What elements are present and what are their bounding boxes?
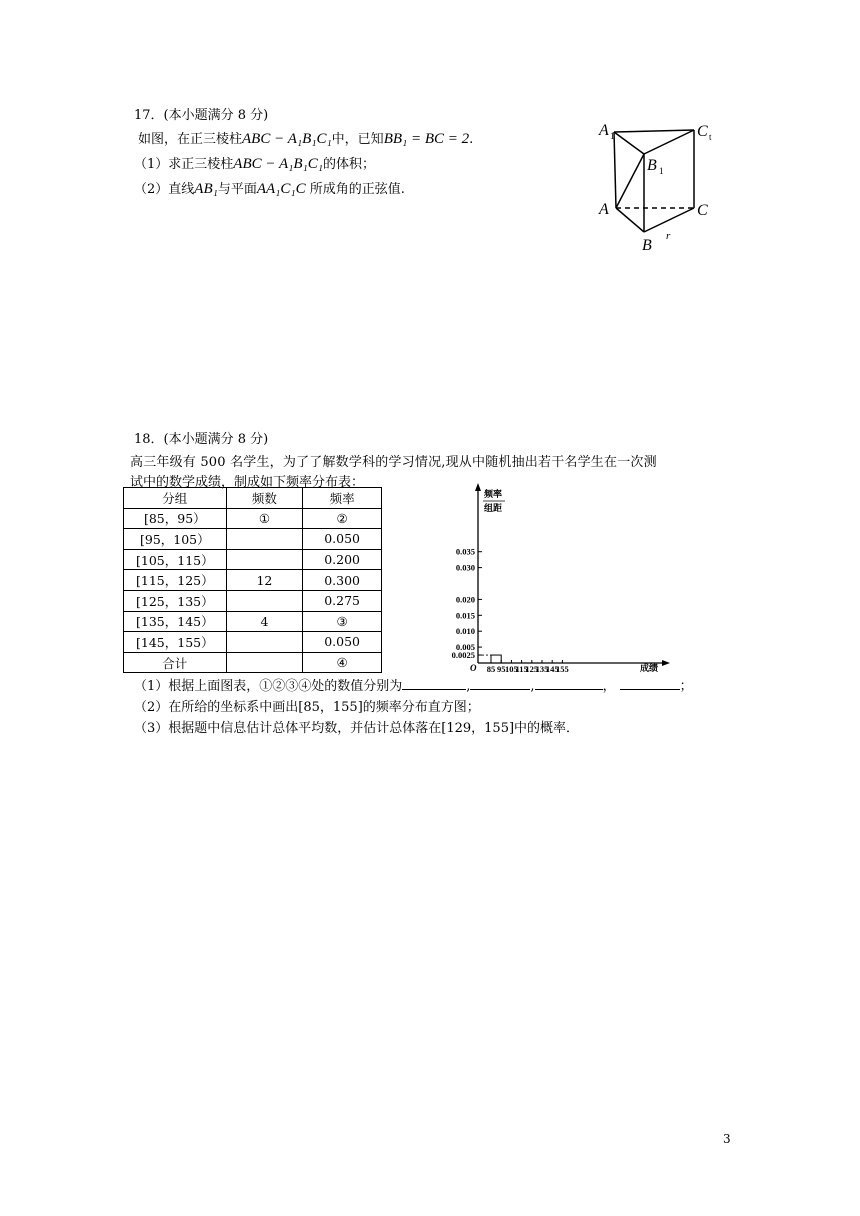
answer-blank-1[interactable]	[402, 677, 466, 690]
label-a: A	[599, 201, 609, 218]
table-row	[124, 611, 382, 632]
table-cell: ④	[303, 652, 382, 673]
table-cell: 0.050	[303, 529, 382, 550]
q17-intro	[138, 128, 473, 148]
table-cell	[226, 529, 303, 550]
q18-part1-text: （1）根据上面图表，①②③④处的数值分别为	[134, 679, 403, 694]
q17-intro-end: .	[469, 132, 474, 147]
edge-a1-c1	[614, 130, 694, 132]
x-tick-label: 95	[496, 664, 506, 674]
label-b1-sub: 1	[659, 166, 664, 176]
y-tick-label: 0.035	[455, 546, 475, 557]
x-axis-arrow	[662, 660, 670, 666]
label-c1-sub: t	[709, 132, 712, 142]
q17-part2-line: AB₁	[194, 181, 218, 197]
q17-part2-plane: AA₁C₁C	[256, 181, 306, 197]
page-number: 3	[723, 1132, 731, 1146]
q17-part1-expr: ABC − A₁B₁C₁	[233, 156, 323, 172]
table-cell: 合计	[124, 652, 227, 673]
label-c1: C	[697, 123, 708, 140]
answer-blank-3[interactable]	[535, 677, 603, 690]
q17-part1-pre: （1）求正三棱柱	[134, 157, 234, 172]
x-tick-label: 105	[505, 664, 518, 674]
table-header: 分组	[124, 488, 227, 509]
q17-part2	[134, 178, 405, 198]
q17-part2-pre: （2）直线	[134, 182, 195, 197]
table-row	[124, 508, 382, 529]
x-tick-label: 125	[525, 664, 539, 674]
q18-part1-sep: ，	[602, 679, 616, 694]
answer-blank-2[interactable]	[470, 677, 530, 690]
frequency-table	[123, 487, 382, 673]
table-header: 频率	[303, 488, 382, 509]
table-cell: [105，115）	[124, 549, 227, 570]
x-tick-label: 155	[556, 664, 569, 674]
origin-label: O	[470, 663, 477, 673]
table-row	[124, 590, 382, 611]
answer-blank-4[interactable]	[620, 677, 680, 690]
y-tick-label: 0.005	[455, 642, 475, 653]
table-cell: ③	[303, 611, 382, 632]
x-tick-label: 135	[535, 664, 549, 674]
label-b1: B	[647, 157, 657, 174]
q17-intro-pre: 如图，在正三棱柱	[138, 132, 243, 147]
q17-prism-expr: ABC − A₁B₁C₁	[242, 131, 332, 147]
table-cell	[226, 549, 303, 570]
q18-part1	[134, 675, 693, 694]
table-cell: [95，105）	[124, 529, 227, 550]
q17-part2-mid: 与平面	[217, 182, 257, 197]
q17-intro-mid: 中，已知	[331, 132, 384, 147]
edge-a-b	[616, 208, 644, 232]
x-tick-label: 145	[545, 664, 559, 674]
table-cell: [125，135）	[124, 590, 227, 611]
table-cell	[226, 590, 303, 611]
label-b: B	[642, 237, 652, 254]
q17-given-expr: BB₁ = BC = 2	[383, 131, 470, 147]
table-row	[124, 570, 382, 591]
q17-part1-end: 的体积；	[322, 157, 375, 172]
y-tick-label: 0.020	[455, 594, 475, 605]
x-tick-label: 115	[515, 664, 528, 674]
table-row	[124, 549, 382, 570]
table-cell: 4	[226, 611, 303, 632]
label-c: C	[697, 202, 708, 219]
table-cell: 0.300	[303, 570, 382, 591]
table-header: 频数	[226, 488, 303, 509]
table-cell: ②	[303, 508, 382, 529]
q18-part1-sep: ,	[530, 679, 535, 694]
edge-b1-c1	[644, 130, 694, 154]
table-cell	[226, 652, 303, 673]
table-cell: 0.275	[303, 590, 382, 611]
q18-part1-sep: ,	[466, 679, 471, 694]
x-tick-label: 85	[486, 664, 496, 674]
table-cell: 0.050	[303, 632, 382, 653]
edge-a-b1	[616, 154, 644, 208]
table-cell: [135，145）	[124, 611, 227, 632]
table-header-row	[124, 488, 382, 509]
q17-heading: 17．(本小题满分 8 分)	[134, 108, 269, 123]
y-tick-label: 0.015	[455, 610, 475, 621]
y-tick-label: 0.0025	[451, 650, 475, 661]
x-axis-label: 成绩	[640, 663, 659, 673]
q18-part1-end: ；	[679, 679, 693, 694]
y-tick-label: 0.010	[455, 626, 475, 637]
q18-intro-line2: 试中的数学成绩，制成如下频率分布表：	[130, 475, 365, 490]
edge-a1-b1	[614, 132, 644, 154]
table-cell	[226, 632, 303, 653]
table-cell: [145，155）	[124, 632, 227, 653]
prism-figure	[594, 118, 719, 260]
q17-part2-end: 所成角的正弦值.	[305, 182, 405, 197]
q18-intro-line1: 高三年级有 500 名学生，为了了解数学科的学习情况,现从中随机抽出若干名学生在一次测	[130, 455, 657, 470]
y-tick-label: 0.030	[455, 562, 475, 573]
table-cell: [85，95）	[124, 508, 227, 529]
y-axis-arrow	[475, 483, 481, 491]
label-mark: r	[666, 230, 671, 242]
label-a1-sub: 1	[610, 131, 615, 141]
table-cell: [115，125）	[124, 570, 227, 591]
label-a1: A	[599, 122, 609, 139]
y-label-bottom: 组距	[484, 503, 503, 513]
y-label-top: 频率	[484, 489, 503, 499]
edge-b-c	[644, 208, 694, 232]
table-row	[124, 632, 382, 653]
table-cell: 0.200	[303, 549, 382, 570]
histogram-chart	[440, 480, 670, 675]
q17-part1	[134, 153, 375, 173]
q18-part2: （2）在所给的坐标系中画出[85，155]的频率分布直方图；	[134, 700, 480, 715]
table-cell: ①	[226, 508, 303, 529]
table-row	[124, 529, 382, 550]
table-cell: 12	[226, 570, 303, 591]
q18-part3: （3）根据题中信息估计总体平均数，并估计总体落在[129，155]中的概率．	[134, 721, 580, 736]
histogram-bar	[491, 655, 501, 663]
q18-heading: 18．(本小题满分 8 分)	[134, 432, 269, 447]
edge-a1-a	[614, 132, 616, 208]
table-row	[124, 652, 382, 673]
